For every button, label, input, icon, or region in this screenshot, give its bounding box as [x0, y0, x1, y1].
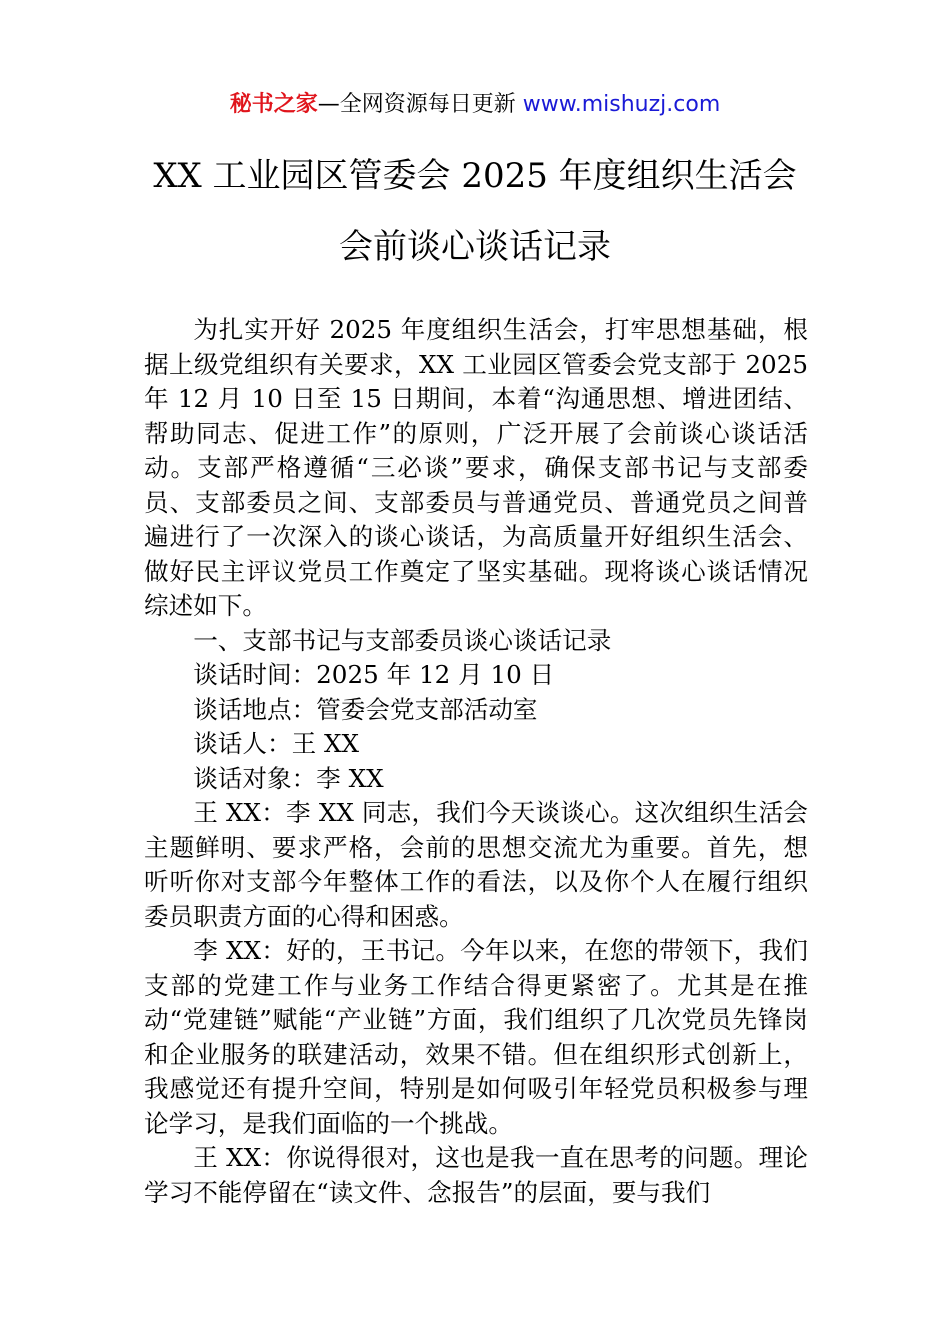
dialogue-paragraph: 李 XX：好的，王书记。今年以来，在您的带领下，我们支部的党建工作与业务工作结合得更紧密了。尤其是在推动“党建链”赋能“产业链”方面，我们组织了几次党员先锋岗和企业服务的联建活动，效果不错。但在组织形式创新上，我感觉还有提升空间，特别是如何吸引年轻党员积极参与理论学习，是我们面临的一个挑战。	[144, 936, 808, 1138]
document-title-line2: 会前谈心谈话记录	[339, 227, 611, 267]
meeting-time: 谈话时间：2025 年 12 月 10 日	[193, 660, 555, 689]
site-slogan: —全网资源每日更新	[317, 92, 516, 117]
site-header	[0, 88, 950, 122]
section-heading: 一、支部书记与支部委员谈心谈话记录	[193, 625, 612, 655]
site-brand: 秘书之家	[229, 92, 318, 117]
site-url-link[interactable]: www.mishuzj.com	[522, 92, 721, 117]
document-body	[144, 313, 808, 1210]
document-title-line1: XX 工业园区管委会 2025 年度组织生活会	[153, 156, 797, 196]
dialogue-paragraph: 王 XX：你说得很对，这也是我一直在思考的问题。理论学习不能停留在“读文件、念报告”的层面，要与我们	[144, 1143, 808, 1207]
meeting-location: 谈话地点：管委会党支部活动室	[193, 694, 538, 724]
dialogue-paragraph: 王 XX：李 XX 同志，我们今天谈谈心。这次组织生活会主题鲜明、要求严格，会前的思想交流尤为重要。首先，想听听你对支部今年整体工作的看法，以及你个人在履行组织委员职责方面的心得和困惑。	[144, 798, 808, 931]
interviewee: 谈话对象：李 XX	[193, 763, 384, 793]
interviewer: 谈话人：王 XX	[193, 729, 359, 758]
intro-paragraph: 为扎实开好 2025 年度组织生活会，打牢思想基础，根据上级党组织有关要求，XX 工业园区管委会党支部于 2025 年 12 月 10 日至 15 日期间，本着“沟通思想、增进团结、帮助同志、促进工作”的原则，广泛开展了会前谈心谈话活动。支部严格遵循“三必谈”要求，确保支部书记与支部委员、支部委员之间、支部委员与普通党员、普通党员之间普遍进行了一次深入的谈心谈话，为高质量开好组织生活会、做好民主评议党员工作奠定了坚实基础。现将谈心谈话情况综述如下。	[144, 315, 808, 620]
